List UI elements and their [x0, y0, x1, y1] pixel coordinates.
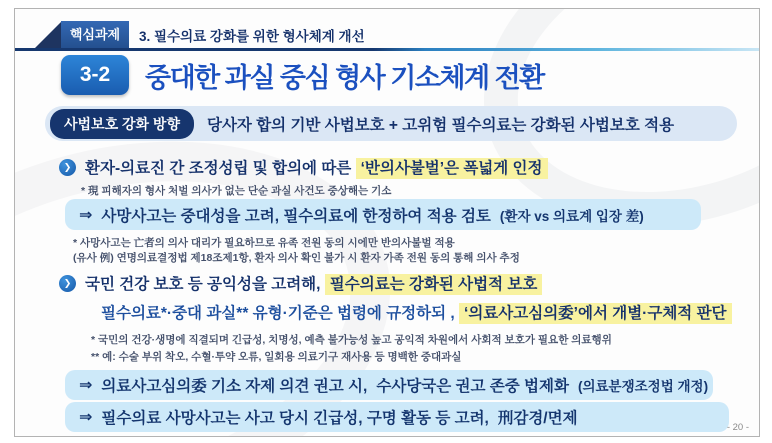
- bullet-lead: 국민 건강 보호 등 공익성을 고려해,: [85, 276, 325, 293]
- header-divider: [15, 48, 760, 51]
- conclusion-box-review-committee: [65, 370, 713, 400]
- footnote-line: * 사망사고는 亡者의 의사 대리가 필요하므로 유족 전원 동의 시에만 반의사불벌 적용: [73, 237, 455, 249]
- direction-pill-label: 사법보호 강화 방향: [50, 109, 194, 139]
- footnote-line: (유사 例) 연명의료결정법 제18조제1항, 환자 의사 확인 불가 시 환자 가족 전원 동의 통해 의사 추정: [73, 252, 520, 264]
- footnote-line: * 국민의 건강·생명에 직결되며 긴급성, 치명성, 예측 불가능성 높고 공익적 차원에서 사회적 보호가 필요한 의료행위: [91, 334, 612, 346]
- highlighted-text: ‘반의사불벌’은 폭넓게 인정: [356, 158, 548, 179]
- section-number-badge: 3-2: [61, 55, 129, 95]
- conclusion-lead-text: 의료사고심의委 기소 자제 의견 권고 시,: [101, 378, 368, 395]
- conclusion-box-death-cases: [65, 199, 701, 230]
- chevron-right-icon: ❯: [59, 275, 76, 292]
- chevron-right-icon: ❯: [59, 159, 76, 176]
- bullet-footnote: * 現 피해자의 형사 처벌 의사가 없는 단순 과실 사건도 중상해는 기소: [81, 185, 392, 197]
- double-arrow-icon: ⇒: [79, 377, 93, 394]
- bullet-lead: 환자-의료진 간 조정성립 및 합의에 따른: [85, 160, 356, 177]
- conclusion-strong-text: 수사당국은 권고 존중 법제화: [376, 378, 569, 395]
- double-arrow-icon: ⇒: [79, 409, 93, 426]
- footnote-block: [91, 332, 612, 366]
- bullet-item-public-interest: [59, 272, 542, 294]
- conclusion-box-sentence-reduction: [65, 402, 729, 432]
- double-arrow-icon: ⇒: [79, 206, 93, 224]
- highlighted-text: ‘의료사고심의委’에서 개별·구체적 판단: [459, 303, 731, 324]
- corner-triangle-decoration: [35, 22, 61, 48]
- highlighted-text: 필수의료는 강화된 사법적 보호: [325, 274, 543, 295]
- direction-text: 당사자 합의 기반 사법보호 + 고위험 필수의료는 강화된 사법보호 적용: [206, 116, 675, 134]
- bullet-text: [85, 272, 542, 294]
- section-subtitle: 3. 필수의료 강화를 위한 형사체계 개선: [139, 29, 365, 44]
- bullet-item-mediation: [59, 156, 548, 178]
- conclusion-lead-text: 필수의료 사망사고는 사고 당시 긴급성, 구명 활동 등 고려,: [101, 410, 489, 427]
- conclusion-strong-text: 刑감경/면제: [497, 410, 578, 427]
- bullet-text: [85, 156, 548, 178]
- footnote-block: [73, 236, 520, 266]
- conclusion-aside-text: (의료분쟁조정법 개정): [577, 379, 709, 394]
- slide-title: 중대한 과실 중심 형사 기소체계 전환: [145, 63, 544, 93]
- page-number: - 20 -: [726, 422, 749, 433]
- subline-lead: 필수의료*·중대 과실** 유형·기준은 법령에 규정하되 ,: [101, 305, 460, 322]
- direction-bar: [45, 106, 737, 141]
- bullet-subline: [101, 301, 732, 323]
- core-task-badge: 핵심과제: [61, 21, 129, 48]
- footnote-line: ** 예: 수술 부위 착오, 수혈·투약 오류, 일회용 의료기구 재사용 등 명백한 중대과실: [91, 351, 462, 363]
- slide: [14, 8, 760, 437]
- conclusion-aside-text: (환자 vs 의료계 입장 差): [499, 208, 644, 224]
- conclusion-main-text: 사망사고는 중대성을 고려, 필수의료에 한정하여 적용 검토: [101, 207, 491, 225]
